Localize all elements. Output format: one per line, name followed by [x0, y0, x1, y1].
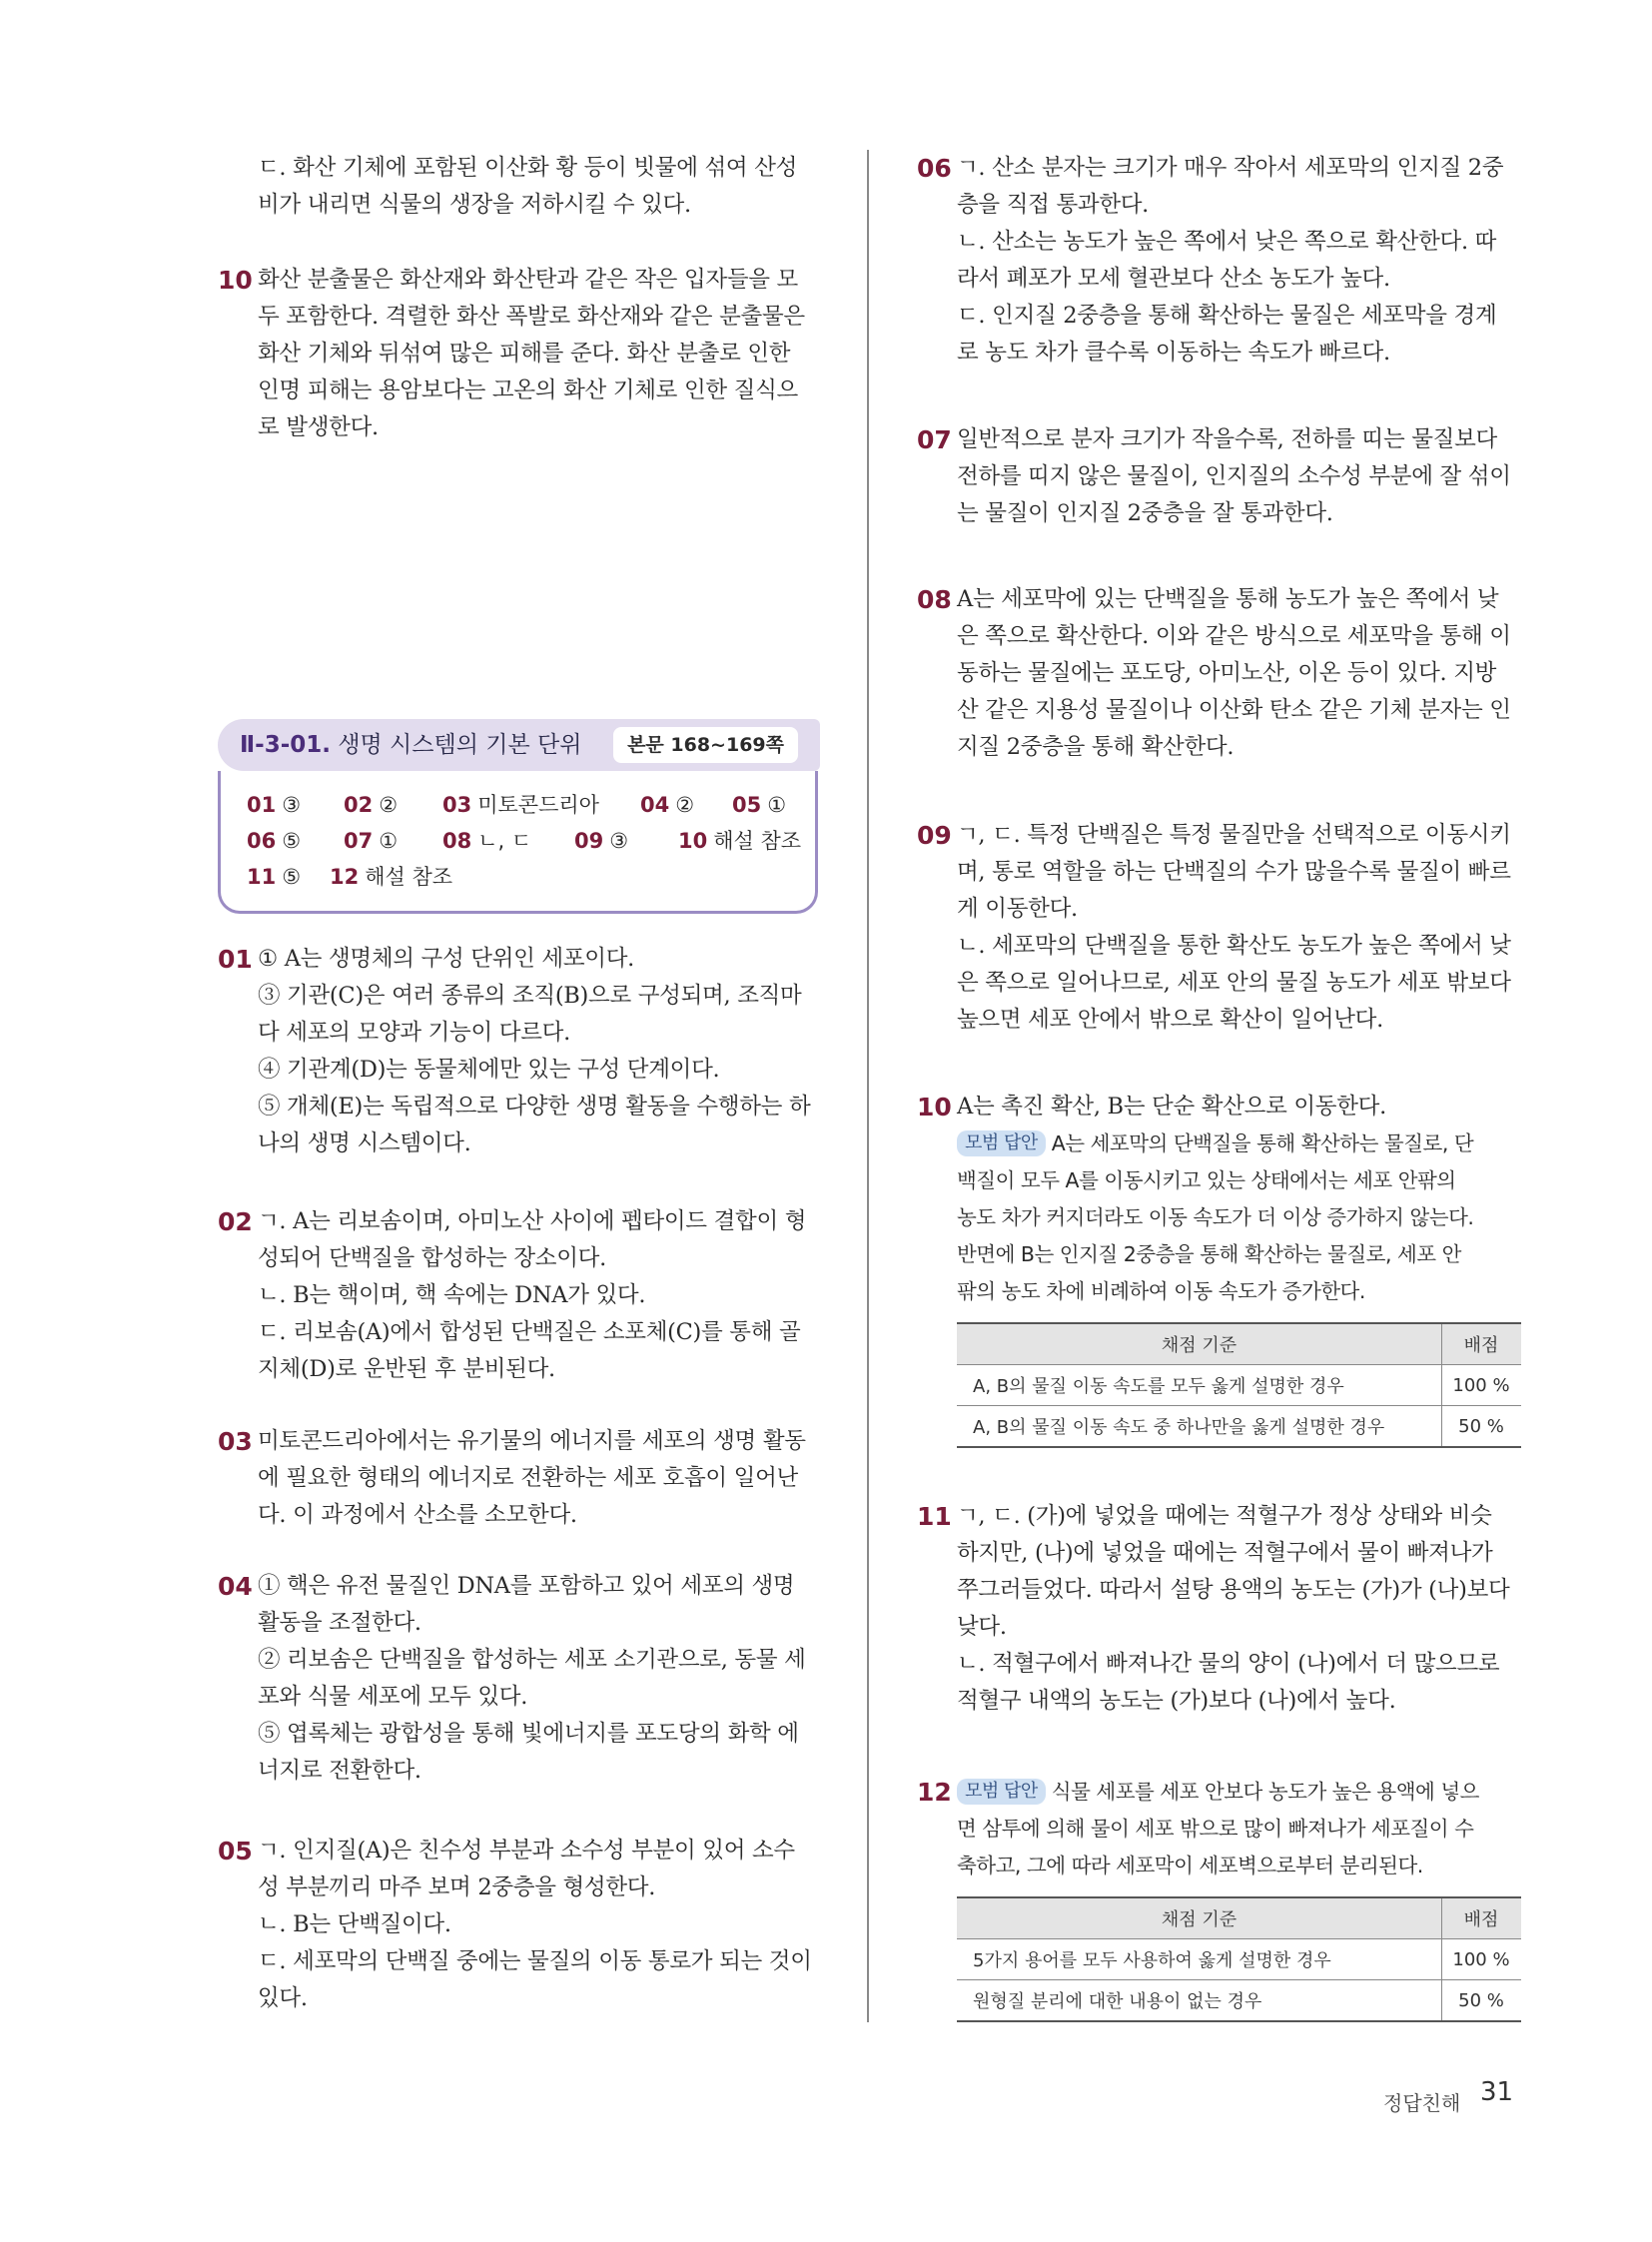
- answer-key-box: [218, 771, 818, 914]
- item-number: 06: [917, 154, 952, 183]
- text-line: ㄴ. B는 단백질이다.: [258, 1911, 451, 1937]
- section-name: 생명 시스템의 기본 단위: [338, 732, 582, 758]
- text-line: 에 필요한 형태의 에너지로 전환하는 세포 호흡이 일어난: [258, 1465, 798, 1491]
- answer-key-12: 12 해설 참조: [330, 865, 453, 889]
- answer-item-11: [917, 1498, 1521, 1720]
- section-code: Ⅱ-3-01.: [240, 732, 331, 758]
- text-line: 팎의 농도 차에 비례하여 이동 속도가 증가한다.: [957, 1279, 1365, 1303]
- answer-item-08: [917, 581, 1521, 766]
- answer-item-04: [218, 1568, 822, 1790]
- text-line: ② 리보솜은 단백질을 합성하는 세포 소기관으로, 동물 세: [258, 1647, 806, 1673]
- answer-key-07: 07 ①: [344, 829, 399, 853]
- text-line: ㄱ. 산소 분자는 크기가 매우 작아서 세포막의 인지질 2중: [957, 155, 1504, 181]
- answer-key-09: 09 ③: [574, 829, 629, 853]
- model-answer-badge: 모범 답안: [957, 1130, 1046, 1156]
- answer-item-02: [218, 1203, 822, 1388]
- text-line: ㄱ, ㄷ. (가)에 넣었을 때에는 적혈구가 정상 상태와 비슷: [957, 1503, 1492, 1529]
- table-row: [957, 1939, 1521, 1980]
- item-number: 02: [218, 1207, 253, 1236]
- section-pages: 본문 168~169쪽: [613, 727, 798, 763]
- item-number: 10: [917, 1093, 952, 1121]
- text-line: ⑤ 개체(E)는 독립적으로 다양한 생명 활동을 수행하는 하: [258, 1094, 811, 1120]
- text-line: 면 삼투에 의해 물이 세포 밖으로 많이 빠져나가 세포질이 수: [957, 1817, 1474, 1841]
- scoring-table: [957, 1896, 1521, 2022]
- answer-key-08: 08 ㄴ, ㄷ: [442, 829, 532, 853]
- table-row: [957, 1406, 1521, 1448]
- text-line: ㄱ. 인지질(A)은 친수성 부분과 소수성 부분이 있어 소수: [258, 1838, 795, 1864]
- text-line: 있다.: [258, 1985, 308, 2011]
- table-cell: 100 %: [1442, 1939, 1522, 1980]
- item-number: 01: [218, 945, 253, 974]
- answer-key-04: 04 ②: [640, 793, 695, 817]
- footer-label: 정답친해: [1383, 2091, 1461, 2115]
- text-line: 게 이동한다.: [957, 896, 1078, 922]
- table-header-row: [957, 1323, 1521, 1365]
- answer-item-09: [917, 817, 1521, 1039]
- column-divider: [867, 150, 869, 2022]
- text-line: 지체(D)로 운반된 후 분비된다.: [258, 1356, 555, 1382]
- text-line: 농도 차가 커지더라도 이동 속도가 더 이상 증가하지 않는다.: [957, 1205, 1474, 1229]
- text-line: 포와 식물 세포에 모두 있다.: [258, 1684, 528, 1710]
- text-line: ㄱ. A는 리보솜이며, 아미노산 사이에 펩타이드 결합이 형: [258, 1208, 807, 1234]
- model-answer-badge: 모범 답안: [957, 1779, 1046, 1805]
- text-line: ㄱ, ㄷ. 특정 단백질은 특정 물질만을 선택적으로 이동시키: [957, 822, 1511, 848]
- table-cell: 50 %: [1442, 1406, 1522, 1448]
- answer-item-10-prev: [218, 262, 822, 446]
- item-number: 11: [917, 1502, 952, 1531]
- text-line: ㄷ. 인지질 2중층을 통해 확산하는 물질은 세포막을 경계: [957, 303, 1497, 329]
- text-line: 미토콘드리아에서는 유기물의 에너지를 세포의 생명 활동: [258, 1428, 806, 1454]
- text-line: ㄷ. 리보솜(A)에서 합성된 단백질은 소포체(C)를 통해 골: [258, 1319, 801, 1345]
- table-header: 채점 기준: [957, 1323, 1442, 1365]
- text-line: 모범 답안 A는 세포막의 단백질을 통해 확산하는 물질로, 단: [957, 1125, 1521, 1162]
- text-line: ㄴ. 적혈구에서 빠져나간 물의 양이 (나)에서 더 많으므로: [957, 1651, 1500, 1677]
- text-line: 는 물질이 인지질 2중층을 잘 통과한다.: [957, 500, 1333, 526]
- answer-key-02: 02 ②: [344, 793, 399, 817]
- text-line: 산 같은 지용성 물질이나 이산화 탄소 같은 기체 분자는 인: [957, 697, 1511, 723]
- text-line: ㄴ. 산소는 농도가 높은 쪽에서 낮은 쪽으로 확산한다. 따: [957, 229, 1497, 255]
- table-cell: 50 %: [1442, 1980, 1522, 2022]
- text-line: 두 포함한다. 격렬한 화산 폭발로 화산재와 같은 분출물은: [258, 304, 805, 330]
- text-line: ① 핵은 유전 물질인 DNA를 포함하고 있어 세포의 생명: [258, 1573, 795, 1599]
- continuation-text: [218, 150, 822, 224]
- model-answer: [957, 1125, 1521, 1310]
- text-line: 은 쪽으로 확산한다. 이와 같은 방식으로 세포막을 통해 이: [957, 623, 1511, 649]
- item-number: 07: [917, 425, 952, 454]
- item-number: 12: [917, 1778, 952, 1807]
- text-line: ㄷ. 세포막의 단백질 중에는 물질의 이동 통로가 되는 것이: [258, 1948, 812, 1974]
- table-cell: A, B의 물질 이동 속도 중 하나만을 옳게 설명한 경우: [957, 1406, 1442, 1448]
- text-line: 층을 직접 통과한다.: [957, 192, 1150, 218]
- text-line: A는 촉진 확산, B는 단순 확산으로 이동한다.: [957, 1094, 1386, 1120]
- table-header: 채점 기준: [957, 1897, 1442, 1939]
- scoring-table: [957, 1322, 1521, 1448]
- text-line: 적혈구 내액의 농도는 (가)보다 (나)에서 높다.: [957, 1688, 1396, 1714]
- item-number: 05: [218, 1837, 253, 1866]
- text-line: ③ 기관(C)은 여러 종류의 조직(B)으로 구성되며, 조직마: [258, 983, 802, 1009]
- item-number: 04: [218, 1572, 253, 1601]
- item-number: 03: [218, 1427, 253, 1456]
- text-line: ① A는 생명체의 구성 단위인 세포이다.: [258, 946, 635, 972]
- table-cell: 100 %: [1442, 1365, 1522, 1406]
- answer-key-01: 01 ③: [247, 793, 302, 817]
- table-row: [957, 1980, 1521, 2022]
- text-line: 너지로 전환한다.: [258, 1758, 421, 1784]
- text-line: 모범 답안 식물 세포를 세포 안보다 농도가 높은 용액에 넣으: [957, 1774, 1521, 1811]
- answer-item-03: [218, 1423, 822, 1534]
- answer-key-03: 03 미토콘드리아: [442, 793, 599, 817]
- answer-item-10: [917, 1089, 1521, 1448]
- text-line: 전하를 띠지 않은 물질이, 인지질의 소수성 부분에 잘 섞이: [957, 463, 1511, 489]
- answer-key-10: 10 해설 참조: [678, 829, 802, 853]
- answer-item-06: [917, 150, 1521, 372]
- text-line: 비가 내리면 식물의 생장을 저하시킬 수 있다.: [258, 192, 691, 218]
- text-line: 화산 기체와 뒤섞여 많은 피해를 준다. 화산 분출로 인한: [258, 341, 791, 367]
- answer-key-06: 06 ⑤: [247, 829, 302, 853]
- section-header: [218, 719, 820, 771]
- section-title: [240, 719, 581, 771]
- text-line: 백질이 모두 A를 이동시키고 있는 상태에서는 세포 안팎의: [957, 1168, 1456, 1192]
- text-line: 활동을 조절한다.: [258, 1610, 421, 1636]
- text-line: A는 세포막에 있는 단백질을 통해 농도가 높은 쪽에서 낮: [957, 586, 1499, 612]
- item-number: 09: [917, 821, 952, 850]
- text-line: 로 농도 차가 클수록 이동하는 속도가 빠르다.: [957, 340, 1390, 366]
- item-number: 10: [218, 266, 253, 295]
- text-line: 일반적으로 분자 크기가 작을수록, 전하를 띠는 물질보다: [957, 426, 1497, 452]
- text-line: 다 세포의 모양과 기능이 다르다.: [258, 1020, 570, 1046]
- text-line: ⑤ 엽록체는 광합성을 통해 빛에너지를 포도당의 화학 에: [258, 1721, 799, 1747]
- text-line: 은 쪽으로 일어나므로, 세포 안의 물질 농도가 세포 밖보다: [957, 970, 1511, 996]
- page-number: 31: [1480, 2077, 1514, 2107]
- text-line: 반면에 B는 인지질 2중층을 통해 확산하는 물질로, 세포 안: [957, 1242, 1461, 1266]
- text-line: 며, 통로 역할을 하는 단백질의 수가 많을수록 물질이 빠르: [957, 859, 1511, 885]
- answer-key-11: 11 ⑤: [247, 865, 302, 889]
- answer-item-01: [218, 941, 822, 1162]
- text-line: 동하는 물질에는 포도당, 아미노산, 이온 등이 있다. 지방: [957, 660, 1497, 686]
- text-line: 화산 분출물은 화산재와 화산탄과 같은 작은 입자들을 모: [258, 267, 798, 293]
- answer-item-05: [218, 1833, 822, 2017]
- text-line: 낮다.: [957, 1614, 1007, 1640]
- answer-key-05: 05 ①: [732, 793, 787, 817]
- text-line: 나의 생명 시스템이다.: [258, 1130, 471, 1156]
- text-line: ㄷ. 화산 기체에 포함된 이산화 황 등이 빗물에 섞여 산성: [258, 155, 798, 181]
- text-line: 라서 폐포가 모세 혈관보다 산소 농도가 높다.: [957, 266, 1390, 292]
- text-line: 인명 피해는 용암보다는 고온의 화산 기체로 인한 질식으: [258, 377, 798, 403]
- text-line: 다. 이 과정에서 산소를 소모한다.: [258, 1502, 577, 1528]
- text-line: 성 부분끼리 마주 보며 2중층을 형성한다.: [258, 1874, 656, 1900]
- table-cell: 원형질 분리에 대한 내용이 없는 경우: [957, 1980, 1442, 2022]
- text-line: 축하고, 그에 따라 세포막이 세포벽으로부터 분리된다.: [957, 1854, 1423, 1877]
- text-line: 지질 2중층을 통해 확산한다.: [957, 734, 1235, 760]
- text-line: ㄴ. 세포막의 단백질을 통한 확산도 농도가 높은 쪽에서 낮: [957, 933, 1511, 959]
- text-line: 쭈그러들었다. 따라서 설탕 용액의 농도는 (가)가 (나)보다: [957, 1577, 1510, 1603]
- answer-item-12: [917, 1774, 1521, 2022]
- table-row: [957, 1365, 1521, 1406]
- text-line: ㄴ. B는 핵이며, 핵 속에는 DNA가 있다.: [258, 1282, 646, 1308]
- text-line: 높으면 세포 안에서 밖으로 확산이 일어난다.: [957, 1007, 1383, 1033]
- text-line: 하지만, (나)에 넣었을 때에는 적혈구에서 물이 빠져나가: [957, 1540, 1493, 1566]
- table-cell: A, B의 물질 이동 속도를 모두 옳게 설명한 경우: [957, 1365, 1442, 1406]
- text-line: ④ 기관계(D)는 동물체에만 있는 구성 단계이다.: [258, 1057, 720, 1083]
- answer-item-07: [917, 421, 1521, 532]
- table-header: 배점: [1442, 1897, 1522, 1939]
- item-number: 08: [917, 585, 952, 614]
- table-header: 배점: [1442, 1323, 1522, 1365]
- table-header-row: [957, 1897, 1521, 1939]
- text-line: 로 발생한다.: [258, 414, 379, 440]
- text-line: 성되어 단백질을 합성하는 장소이다.: [258, 1245, 606, 1271]
- table-cell: 5가지 용어를 모두 사용하여 옳게 설명한 경우: [957, 1939, 1442, 1980]
